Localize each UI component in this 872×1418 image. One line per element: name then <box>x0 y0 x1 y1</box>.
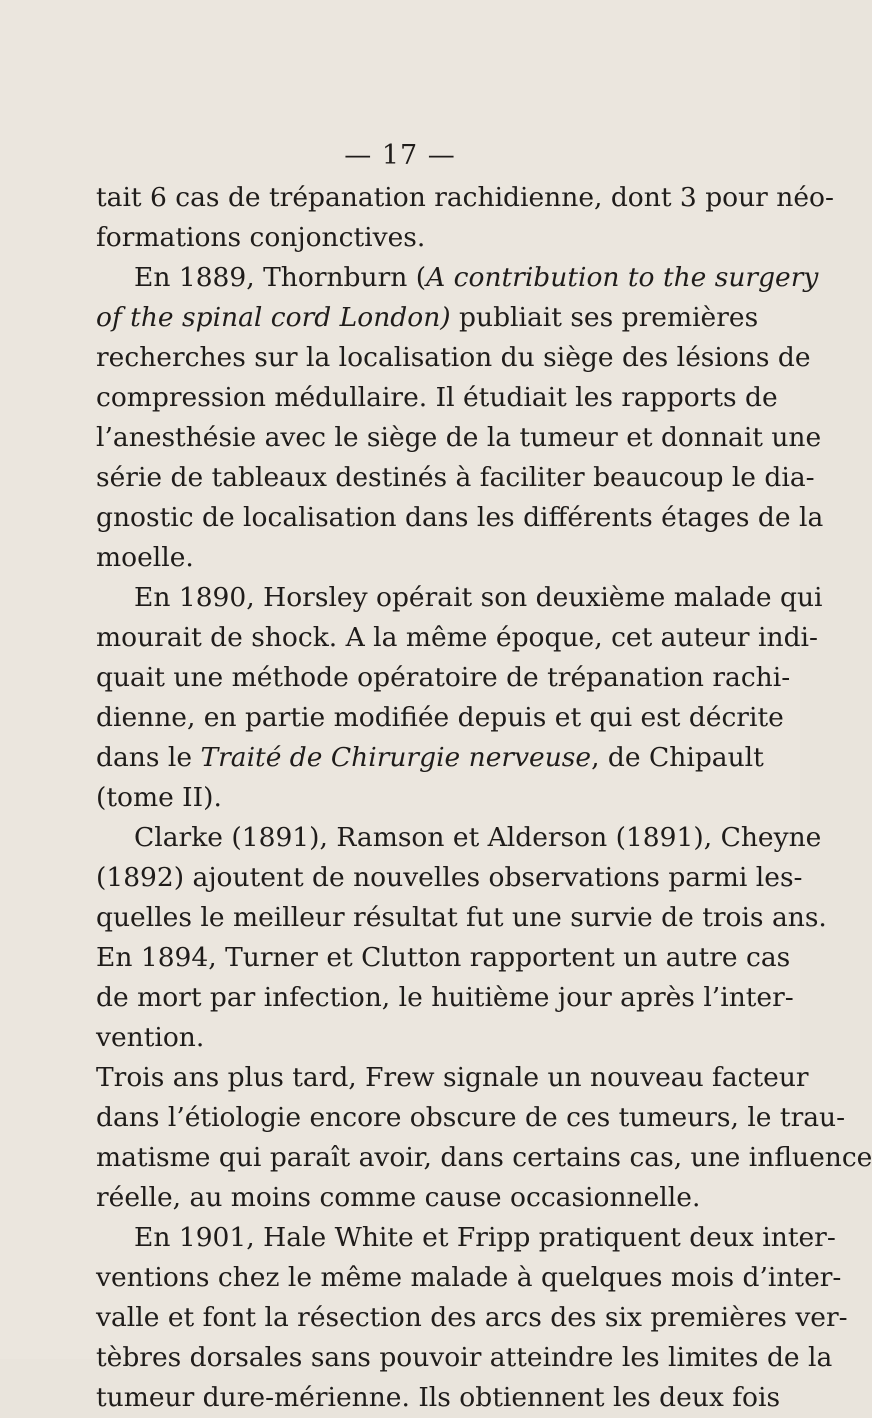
text-line: série de tableaux destinés à faciliter beaucoup le dia- <box>96 462 815 493</box>
text-line: Clarke (1891), Ramson et Alderson (1891), Cheyne <box>134 822 822 853</box>
text-segment: of the spinal cord London) <box>96 302 451 333</box>
text-line: (tome II). <box>96 782 222 813</box>
text-line: Trois ans plus tard, Frew signale un nouveau facteur <box>96 1062 809 1093</box>
text-line: moelle. <box>96 542 194 573</box>
text-line: formations conjonctives. <box>96 222 426 253</box>
text-line: quelles le meilleur résultat fut une survie de trois ans. <box>96 902 827 933</box>
text-line: ventions chez le même malade à quelques mois d’inter- <box>96 1262 842 1293</box>
text-line: vention. <box>96 1022 205 1053</box>
text-line: gnostic de localisation dans les différents étages de la <box>96 502 824 533</box>
body-text <box>96 178 872 1418</box>
text-line: compression médullaire. Il étudiait les rapports de <box>96 382 778 413</box>
page-number: — 17 — <box>344 140 456 171</box>
text-segment: Traité de Chirurgie nerveuse <box>200 742 592 773</box>
text-line: En 1890, Horsley opérait son deuxième malade qui <box>134 582 823 613</box>
text-line: tèbres dorsales sans pouvoir atteindre les limites de la <box>96 1342 833 1373</box>
text-line: quait une méthode opératoire de trépanation rachi- <box>96 662 791 693</box>
text-line: dienne, en partie modifiée depuis et qui est décrite <box>96 702 784 733</box>
text-line <box>96 738 764 778</box>
text-line: tumeur dure-mérienne. Ils obtiennent les deux fois <box>96 1382 781 1413</box>
text-segment: , de Chipault <box>591 742 764 773</box>
text-line: réelle, au moins comme cause occasionnelle. <box>96 1182 701 1213</box>
text-line <box>96 298 759 338</box>
text-line: tait 6 cas de trépanation rachidienne, dont 3 pour néo- <box>96 182 834 213</box>
text-line: de mort par infection, le huitième jour après l’inter- <box>96 982 794 1013</box>
text-line <box>96 258 819 298</box>
text-line: matisme qui paraît avoir, dans certains cas, une influence <box>96 1142 872 1173</box>
text-line: valle et font la résection des arcs des six premières ver- <box>96 1302 848 1333</box>
text-segment: A contribution to the surgery <box>426 262 819 293</box>
text-line: En 1901, Hale White et Fripp pratiquent deux inter- <box>134 1222 836 1253</box>
text-line: mourait de shock. A la même époque, cet auteur indi- <box>96 622 818 653</box>
text-line: l’anesthésie avec le siège de la tumeur et donnait une <box>96 422 822 453</box>
text-line: En 1894, Turner et Clutton rapportent un autre cas <box>96 942 791 973</box>
text-line: recherches sur la localisation du siège des lésions de <box>96 342 811 373</box>
text-segment: En 1889, Thornburn ( <box>134 262 427 293</box>
text-line: dans l’étiologie encore obscure de ces tumeurs, le trau- <box>96 1102 846 1133</box>
text-segment: dans le <box>96 742 201 773</box>
text-segment: publiait ses premières <box>450 302 759 333</box>
text-line: (1892) ajoutent de nouvelles observations parmi les- <box>96 862 803 893</box>
